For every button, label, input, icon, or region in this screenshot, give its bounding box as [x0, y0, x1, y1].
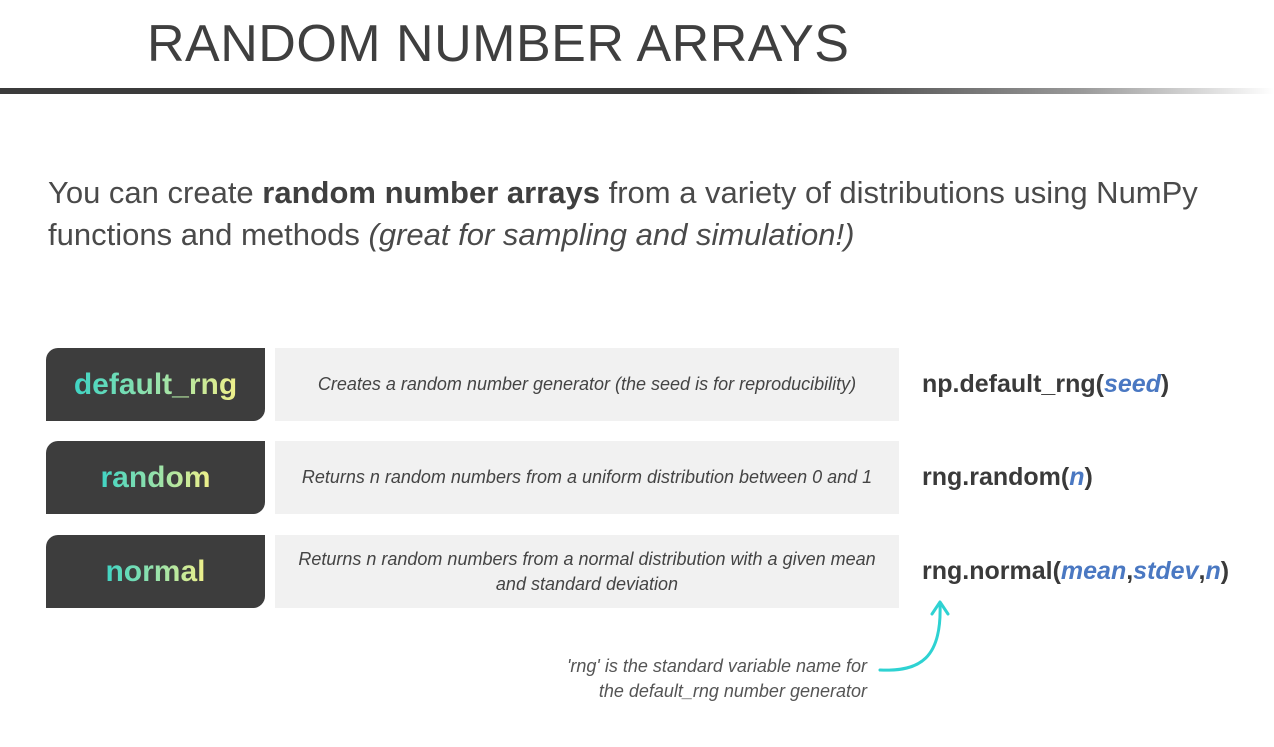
intro-text-aside: (great for sampling and simulation!) [368, 217, 855, 252]
syntax-argument: n [1069, 463, 1085, 491]
function-row-default-rng [46, 348, 1246, 421]
function-row-random [46, 441, 1246, 514]
syntax-argument: seed [1103, 370, 1161, 398]
curved-arrow-up-icon [870, 596, 960, 686]
function-syntax [922, 441, 1093, 514]
syntax-suffix: ) [1084, 463, 1093, 491]
function-syntax [922, 535, 1229, 608]
page-title: RANDOM NUMBER ARRAYS [147, 15, 850, 73]
syntax-prefix: np.default_rng( [922, 370, 1104, 398]
syntax-argument: mean [1060, 557, 1127, 585]
annotation-note-line1: 'rng' is the standard variable name for [566, 656, 867, 676]
title-divider [0, 88, 1274, 94]
syntax-argument: n [1205, 557, 1221, 585]
intro-text-part2: from a variety of distributions using NumPy functions and methods [48, 175, 1198, 252]
function-description: Returns n random numbers from a uniform distribution between 0 and 1 [275, 441, 899, 514]
syntax-separator: , [1198, 557, 1206, 585]
function-label-text: default_rng [73, 367, 238, 401]
function-label-text: random [100, 460, 211, 494]
function-description: Creates a random number generator (the seed is for reproducibility) [275, 348, 899, 421]
function-label [46, 441, 265, 514]
syntax-separator: , [1126, 557, 1134, 585]
syntax-suffix: ) [1160, 370, 1170, 398]
syntax-prefix: rng.random( [922, 463, 1070, 491]
intro-text-part1: You can create [48, 175, 263, 210]
annotation-note-line2: the default_rng number generator [598, 681, 867, 701]
syntax-argument: stdev [1133, 557, 1199, 585]
intro-text-emphasis: random number arrays [262, 175, 600, 210]
function-row-normal [46, 535, 1246, 608]
annotation-note [540, 654, 867, 704]
function-description: Returns n random numbers from a normal distribution with a given mean and standard deviation [275, 535, 899, 608]
syntax-suffix: ) [1220, 557, 1230, 585]
function-label [46, 535, 265, 608]
syntax-prefix: rng.normal( [922, 557, 1061, 585]
function-label-text: normal [105, 554, 206, 588]
intro-text [48, 172, 1198, 256]
function-label [46, 348, 265, 421]
function-syntax [922, 348, 1169, 421]
